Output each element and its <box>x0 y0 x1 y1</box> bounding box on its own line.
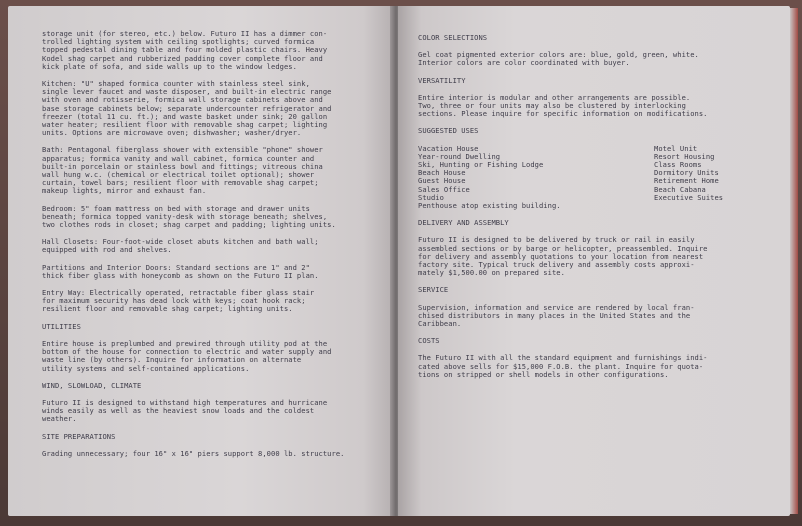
list-item: Motel Unit <box>654 143 698 153</box>
text-line: Futuro II is designed to withstand high temperatures and hurricane <box>42 397 328 407</box>
text-line: freezer (total 11 cu. ft.); and waste basket under sink; 20 gallon <box>42 111 328 121</box>
text-line: Bedroom: 5" foam mattress on bed with storage and drawer units <box>42 203 310 213</box>
paragraph <box>42 289 380 314</box>
list-item: Guest House <box>418 176 466 186</box>
text-line: with oven and rotisserie, formica wall storage cabinets above and <box>42 95 323 105</box>
list-item: Resort Housing <box>654 151 715 161</box>
section-heading: SUGGESTED USES <box>418 126 479 136</box>
paragraph <box>42 450 380 458</box>
left-page-text <box>42 30 380 467</box>
text-line: for maximum security has dead lock with keys; coat hook rack; <box>42 296 306 306</box>
text-line: Caribbean. <box>418 319 462 329</box>
section-heading: COLOR SELECTIONS <box>418 33 488 42</box>
text-line: Partitions and Interior Doors: Standard sections are 1" and 2" <box>42 262 310 272</box>
list-item: Sales Office <box>418 184 470 194</box>
list-item: Ski, Hunting or Fishing Lodge <box>418 160 544 170</box>
text-line: kick plate of sofa, and side walls up to the window ledges. <box>42 61 297 71</box>
paragraph <box>42 399 380 424</box>
text-line: curtain, towel bars; resilient floor with removable shag carpet; <box>42 178 319 188</box>
text-line: mately $1,500.00 on prepared site. <box>418 268 565 278</box>
text-line: units. Options are microwave oven; dishwasher; washer/dryer. <box>42 128 302 138</box>
text-line: single lever faucet and waste disposer, and built-in electric range <box>42 87 332 97</box>
text-line: storage unit (for stereo, etc.) below. Futuro II has a dimmer con- <box>42 29 328 38</box>
list-item: Beach House <box>418 168 466 178</box>
paragraph <box>418 236 778 277</box>
text-line: tions on stripped or shell models in other configurations. <box>418 369 669 379</box>
suggested-uses-list <box>418 145 778 211</box>
list-item: Vacation House <box>418 143 479 153</box>
text-line: built-in porcelain or stainless bowl and fittings; vitreous china <box>42 161 323 171</box>
text-line: makeup lights, mirror and exhaust fan. <box>42 186 207 196</box>
text-line: Futuro II is designed to be delivered by truck or rail in easily <box>418 235 695 245</box>
section-heading: WIND, SLOWLOAD, CLIMATE <box>42 380 142 390</box>
text-line: Bath: Pentagonal fiberglass shower with extensible "phone" shower <box>42 145 323 155</box>
list-item: Year-round Dwelling <box>418 151 501 161</box>
text-line: chised distributors in many places in the United States and the <box>418 310 691 320</box>
text-line: sections. Please inquire for specific information on modifications. <box>418 109 708 119</box>
paragraph <box>418 94 778 119</box>
paragraph <box>42 146 380 195</box>
paragraph <box>42 340 380 373</box>
text-line: Supervision, information and service are rendered by local fran- <box>418 302 695 312</box>
text-line: base storage cabinets below; separate undercounter refrigerator and <box>42 103 332 113</box>
text-line: Two, three or four units may also be clustered by interlocking <box>418 101 686 111</box>
section-heading: UTILITIES <box>42 321 81 331</box>
text-line: thick fiber glass with honeycomb as shown on the Futuro II plan. <box>42 270 319 280</box>
list-item: Penthouse atop existing building. <box>418 201 561 211</box>
text-line: Kitchen: "U" shaped formica counter with stainless steel sink, <box>42 79 310 89</box>
text-line: factory site. Typical truck delivery and assembly costs approxi- <box>418 260 695 270</box>
paragraph <box>42 238 380 254</box>
text-line: Entry Way: Electrically operated, retractable fiber glass stair <box>42 288 315 298</box>
list-item: Class Rooms <box>654 160 702 170</box>
section-heading: DELIVERY AND ASSEMBLY <box>418 218 509 228</box>
list-item: Dormitory Units <box>654 168 719 178</box>
text-line: bottom of the house for connection to electric and water supply and <box>42 347 332 357</box>
right-page-text <box>418 34 778 388</box>
page-edge <box>790 8 798 514</box>
list-item: Retirement Home <box>654 176 719 186</box>
section-heading: SERVICE <box>418 285 449 295</box>
paragraph <box>418 354 778 379</box>
text-line: The Futuro II with all the standard equipment and furnishings indi- <box>418 353 708 363</box>
section-heading: COSTS <box>418 336 440 346</box>
text-line: Kodel shag carpet and rubberized padding cover complete floor and <box>42 53 323 63</box>
text-line: assembled sections or by barge or helicopter, preassembled. Inquire <box>418 243 708 253</box>
paragraph <box>42 264 380 280</box>
text-line: beneath; formica topped vanity-desk with storage beneath; shelves, <box>42 211 328 221</box>
text-line: water heater; resilient floor with removable shag carpet; lighting <box>42 120 328 130</box>
text-line: apparatus; formica vanity and wall cabinet, formica counter and <box>42 153 315 163</box>
uses-column <box>418 145 654 211</box>
uses-column <box>654 145 774 211</box>
text-line: for delivery and assembly quotations to your location from nearest <box>418 251 704 261</box>
text-line: Grading unnecessary; four 16" x 16" piers support 8,000 lb. structure. <box>42 448 345 458</box>
text-line: resilient floor and removable shag carpet; lighting units. <box>42 304 293 314</box>
paragraph <box>418 304 778 329</box>
text-line: Gel coat pigmented exterior colors are: blue, gold, green, white. <box>418 50 699 60</box>
right-page <box>398 6 790 516</box>
text-line: weather. <box>42 414 77 424</box>
text-line: Entire interior is modular and other arrangements are possible. <box>418 92 691 102</box>
list-item: Beach Cabana <box>654 184 706 194</box>
text-line: cated above sells for $15,000 F.O.B. the plant. Inquire for quota- <box>418 361 704 371</box>
text-line: topped pedestal dining table and four molded plastic chairs. Heavy <box>42 45 328 55</box>
paragraph <box>42 80 380 137</box>
paragraph <box>418 51 778 67</box>
text-line: waste line (by others). Inquire for information on alternate <box>42 355 302 365</box>
text-line: wall hung w.c. (chemical or electrical toilet optional); shower <box>42 170 315 180</box>
section-heading: SITE PREPARATIONS <box>42 431 116 441</box>
paragraph <box>42 205 380 230</box>
list-item: Studio <box>418 192 444 202</box>
text-line: Entire house is preplumbed and prewired through utility pod at the <box>42 338 328 348</box>
text-line: equipped with rod and shelves. <box>42 245 172 255</box>
text-line: Hall Closets: Four-foot-wide closet abuts kitchen and bath wall; <box>42 237 319 247</box>
text-line: Interior colors are color coordinated with buyer. <box>418 58 630 68</box>
text-line: two clothes rods in closet; shag carpet and padding; lighting units. <box>42 220 336 230</box>
text-line: winds easily as well as the heaviest snow loads and the coldest <box>42 406 315 416</box>
text-line: utility systems and self-contained applications. <box>42 363 250 373</box>
text-line: trolled lighting system with ceiling spotlights; curved formica <box>42 37 315 47</box>
list-item: Executive Suites <box>654 192 724 202</box>
left-page <box>8 6 394 516</box>
paragraph <box>42 30 380 71</box>
section-heading: VERSATILITY <box>418 75 466 85</box>
